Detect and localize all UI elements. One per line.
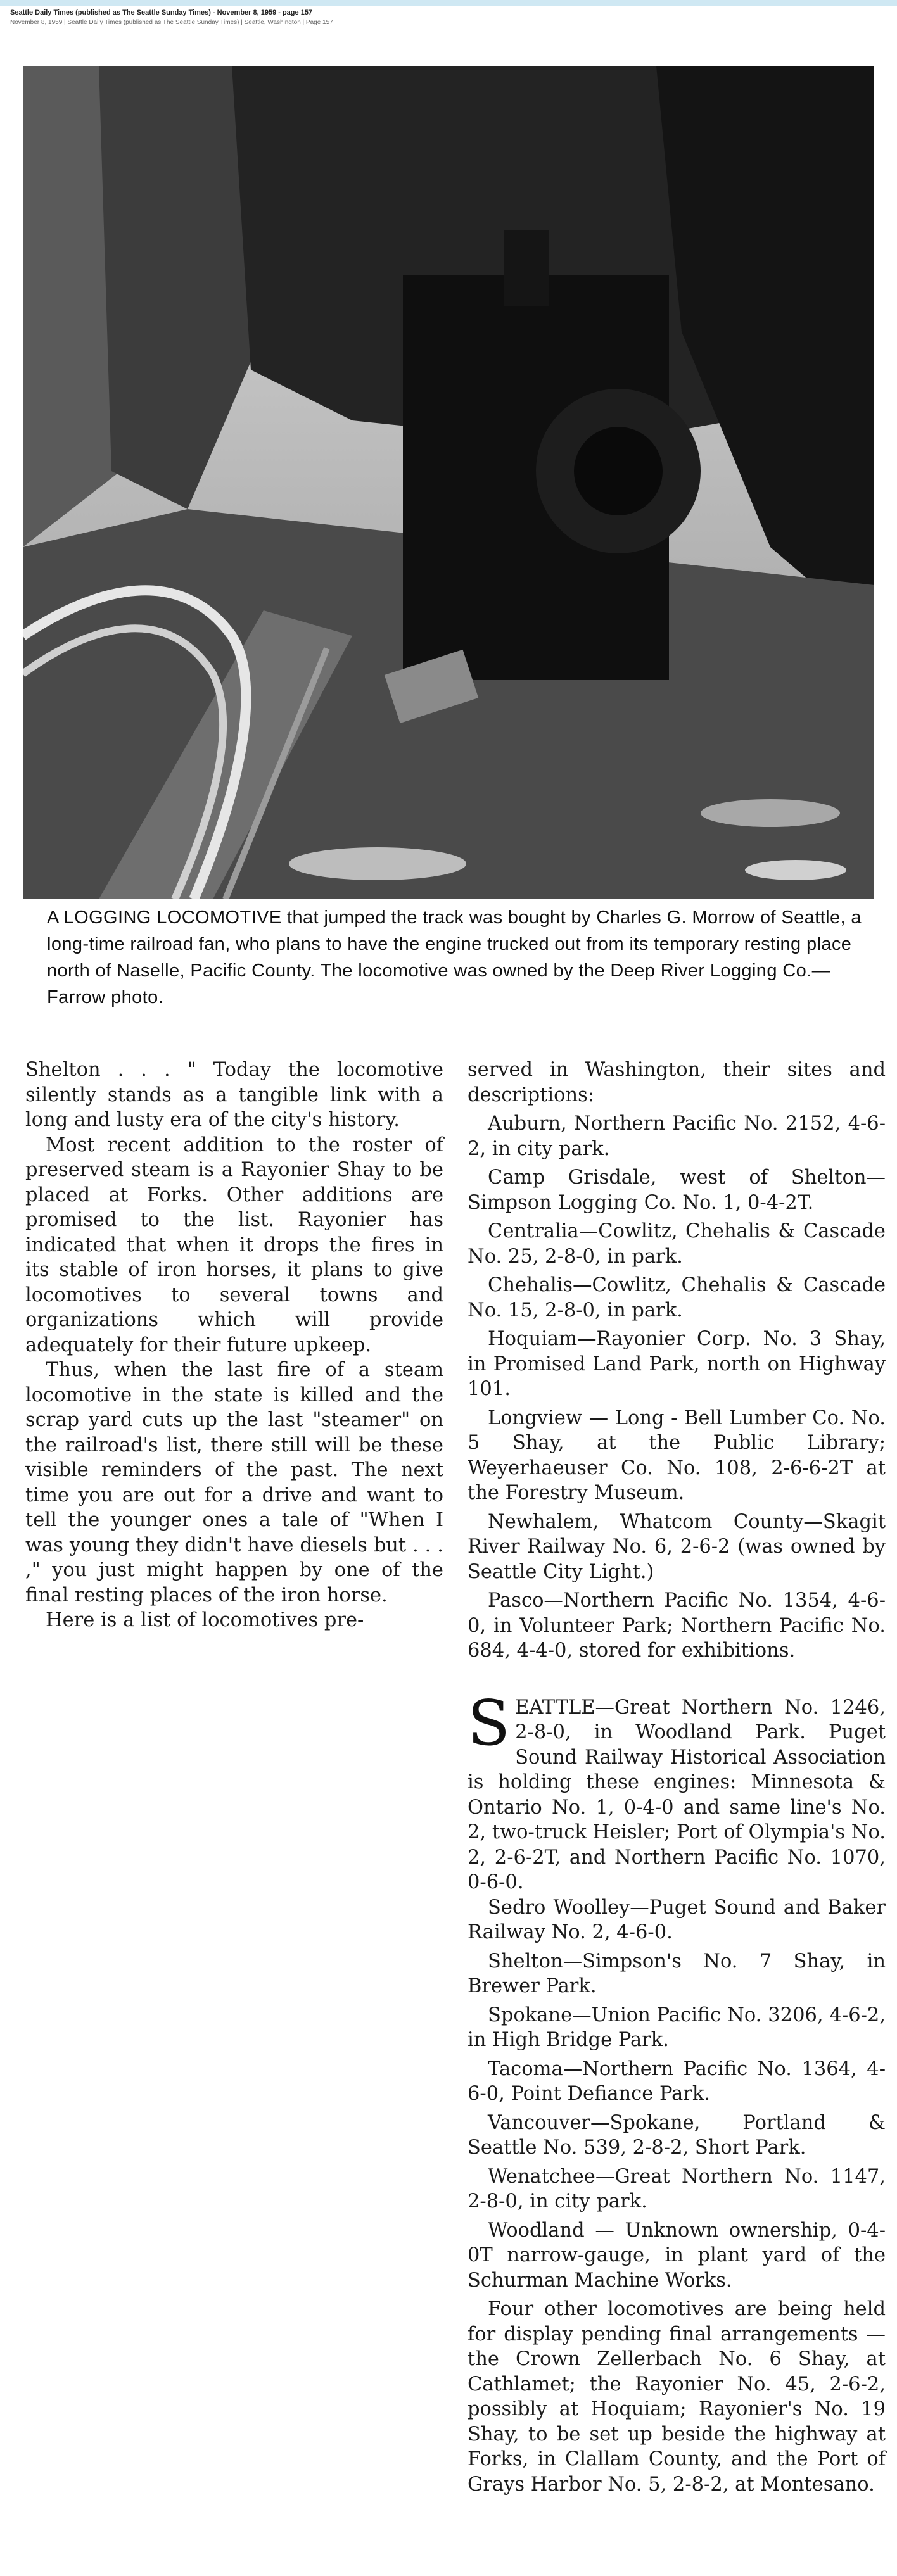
caption-body: that jumped the track was bought by Charles G. Morrow of Seattle, a long-time railroad fan, who plans to have the engine trucked out from its temporary resting place north of Naselle, Pacific County. The locomotive was owned by the Deep River Logging Co.—Farrow photo. <box>47 907 862 1007</box>
list-intro: served in Washington, their sites and descriptions: <box>468 1059 886 1106</box>
list-item: Vancouver—Spokane, Portland & Seattle No. 539, 2-8-2, Short Park. <box>468 2111 886 2159</box>
list-item: Pasco—Northern Pacific No. 1354, 4-6-0, in Volunteer Park; Northern Pacific No. 684, 4-4-0, stored for exhibitions. <box>468 1589 886 1662</box>
article-paragraph: Most recent addition to the roster of preserved steam is a Rayonier Shay to be placed at Forks. Other additions are promised to the list. Rayonier has indicated that when it drops the fires in its stable of iron horses, it plans to give locomotives to several towns and organizations which will provide adequately for their future upkeep. <box>25 1133 443 1356</box>
list-item: Spokane—Union Pacific No. 3206, 4-6-2, in High Bridge Park. <box>468 2004 886 2051</box>
list-item: Chehalis—Cowlitz, Chehalis & Cascade No. 15, 2-8-0, in park. <box>468 1274 886 1322</box>
section-gap <box>468 1667 886 1695</box>
list-item: Hoquiam—Rayonier Corp. No. 3 Shay, in Promised Land Park, north on Highway 101. <box>468 1328 886 1400</box>
list-item: Tacoma—Northern Pacific No. 1364, 4-6-0, Point Defiance Park. <box>468 2057 886 2105</box>
list-item: Four other locomotives are being held for display pending final arrangements — the Crown Zellerbach No. 6 Shay, at Cathlamet; the Rayonier No. 45, 2-6-2, possibly at Hoquiam; Rayonier's No. 19 Shay, to be set up beside the highway at Forks, in Clallam County, and the Port of Grays Harbor No. 5, 2-8-2, at Montesano. <box>468 2298 886 2496</box>
source-title: Seattle Daily Times (published as The Seattle Sunday Times) - November 8, 1959 - page 157 <box>10 9 313 16</box>
photo-caption <box>47 904 864 1011</box>
list-item: Wenatchee—Great Northern No. 1147, 2-8-0, in city park. <box>468 2165 886 2213</box>
seattle-entry-text: EATTLE—Great Northern No. 1246, 2-8-0, in Woodland Park. Puget Sound Railway Historical Association is holding these engines: Minnesota & Ontario No. 1, 0-4-0 and same line's No. 2, two-truck Heisler; Port of Olympia's No. 2, 2-6-2T, and Northern Pacific No. 1070, 0-6-0. <box>468 1696 886 1893</box>
list-item: Longview — Long - Bell Lumber Co. No. 5 Shay, at the Public Library; Weyerhaeuser Co. No. 108, 2-6-6-2T at the Forestry Museum. <box>468 1406 886 1504</box>
list-item: Sedro Woolley—Puget Sound and Baker Railway No. 2, 4-6-0. <box>468 1896 886 1943</box>
top-accent-bar <box>0 0 897 6</box>
article-paragraph: Thus, when the last fire of a steam locomotive in the state is killed and the scrap yard cuts up the last "steamer" on the railroad's list, there still will be these visible reminders of the past. The next time you are out for a drive and want to tell the younger ones a tale of "When I was young they didn't have diesels but . . . ," you just might happen by one of the final resting places of the iron horse. <box>25 1359 443 1607</box>
seattle-entry <box>468 1687 886 1895</box>
list-item: Auburn, Northern Pacific No. 2152, 4-6-2, in city park. <box>468 1113 886 1160</box>
list-item: Woodland — Unknown ownership, 0-4-0T narrow-gauge, in plant yard of the Schurman Machine Works. <box>468 2219 886 2292</box>
source-citation: November 8, 1959 | Seattle Daily Times (published as The Seattle Sunday Times) | Seattle, Washington | Page 157 <box>10 19 333 26</box>
drop-cap: S <box>468 1687 511 1760</box>
article-column-right <box>468 1058 886 2501</box>
list-item: Shelton—Simpson's No. 7 Shay, in Brewer Park. <box>468 1950 886 1997</box>
article-paragraph: Here is a list of locomotives pre- <box>46 1609 364 1631</box>
caption-lead: A LOGGING LOCOMOTIVE <box>47 907 282 928</box>
locomotive-photo <box>23 66 874 899</box>
list-item: Centralia—Cowlitz, Chehalis & Cascade No. 25, 2-8-0, in park. <box>468 1220 886 1268</box>
list-item: Camp Grisdale, west of Shelton—Simpson Logging Co. No. 1, 0-4-2T. <box>468 1166 886 1214</box>
list-item: Newhalem, Whatcom County—Skagit River Railway No. 6, 2-6-2 (was owned by Seattle City Light.) <box>468 1510 886 1583</box>
article-paragraph: Shelton . . . " Today the locomotive silently stands as a tangible link with a long and lusty era of the city's history. <box>25 1059 443 1131</box>
article-column-left <box>25 1058 443 1633</box>
